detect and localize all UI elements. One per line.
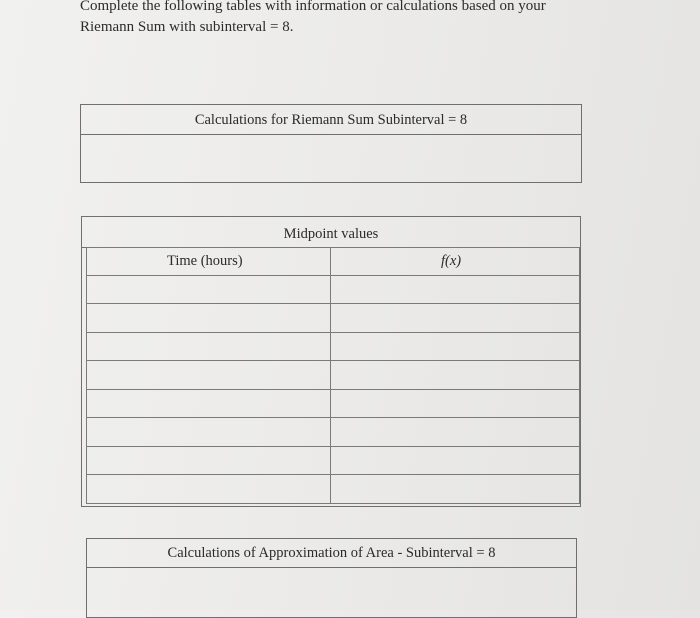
time-cell[interactable] xyxy=(87,389,331,418)
instructions-line-2: Riemann Sum with subinterval = 8. xyxy=(80,19,294,35)
time-cell[interactable] xyxy=(87,332,331,361)
table-row xyxy=(87,389,580,418)
fx-cell[interactable] xyxy=(331,446,580,475)
time-cell[interactable] xyxy=(87,446,331,475)
fx-cell[interactable] xyxy=(331,275,580,304)
area-approximation-table xyxy=(86,538,577,618)
table-row xyxy=(87,361,580,390)
fx-cell[interactable] xyxy=(331,332,580,361)
table-row xyxy=(87,332,580,361)
riemann-calculations-table xyxy=(80,104,582,183)
fx-cell[interactable] xyxy=(331,304,580,333)
instructions-line-1: Complete the following tables with information or calculations based on your xyxy=(80,0,546,14)
table-row xyxy=(87,475,580,504)
fx-cell[interactable] xyxy=(331,389,580,418)
table-row xyxy=(87,275,580,304)
fx-header: f(x) xyxy=(331,248,580,276)
fx-cell[interactable] xyxy=(331,418,580,447)
table-row xyxy=(87,418,580,447)
midpoint-grid xyxy=(86,247,580,504)
time-hours-header: Time (hours) xyxy=(87,248,331,276)
fx-cell[interactable] xyxy=(331,361,580,390)
area-approximation-entry-cell[interactable] xyxy=(87,568,576,618)
midpoint-values-title: Midpoint values xyxy=(82,217,580,248)
time-cell[interactable] xyxy=(87,475,331,504)
riemann-calculations-header: Calculations for Riemann Sum Subinterval = 8 xyxy=(81,105,581,135)
fx-cell[interactable] xyxy=(331,475,580,504)
midpoint-values-table xyxy=(81,216,581,507)
riemann-calculations-entry-cell[interactable] xyxy=(81,135,581,183)
time-cell[interactable] xyxy=(87,304,331,333)
instructions-text xyxy=(80,0,620,38)
time-cell[interactable] xyxy=(87,275,331,304)
time-cell[interactable] xyxy=(87,361,331,390)
table-row xyxy=(87,304,580,333)
midpoint-header-row xyxy=(87,248,580,276)
table-row xyxy=(87,446,580,475)
area-approximation-header: Calculations of Approximation of Area - Subinterval = 8 xyxy=(87,539,576,568)
time-cell[interactable] xyxy=(87,418,331,447)
